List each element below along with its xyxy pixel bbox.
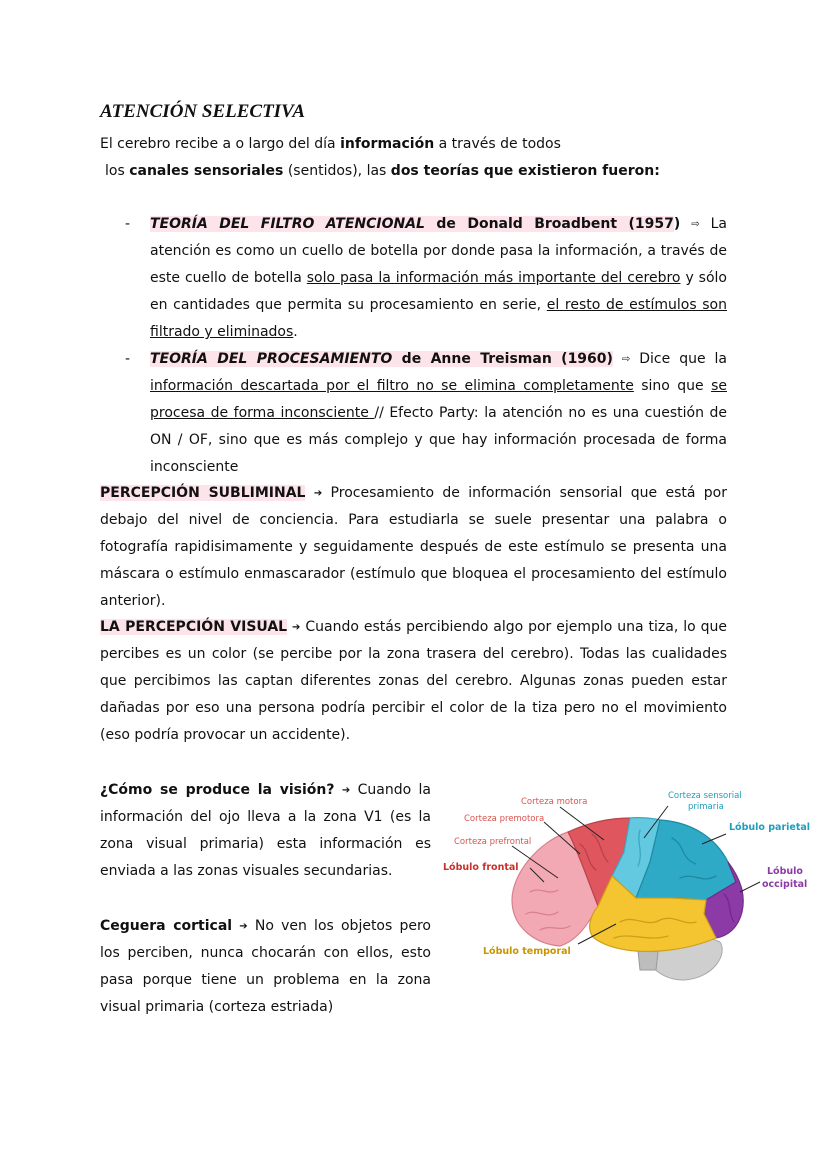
- label-sensory-cortex-2: primaria: [688, 802, 724, 812]
- arrow-icon: ⇨: [621, 354, 631, 365]
- subliminal-term: PERCEPCIÓN SUBLIMINAL: [100, 485, 306, 501]
- visual-perception-term: LA PERCEPCIÓN VISUAL: [100, 619, 288, 635]
- label-sensory-cortex-1: Corteza sensorial: [668, 791, 742, 801]
- arrow-icon: ➔: [313, 488, 323, 499]
- vision-paragraph: ¿Cómo se produce la visión? ➔ Cuando la información del ojo lleva a la zona V1 (es la zona visual primaria) esta información es enviada a las zonas visuales secundarias.: [100, 782, 431, 879]
- theory-filter-author: de Donald Broadbent (1957: [424, 216, 674, 232]
- vision-term: ¿Cómo se produce la visión?: [100, 782, 335, 798]
- theory-filter-text: TEORÍA DEL FILTRO ATENCIONAL de Donald Broadbent (1957) ⇨ La atención es como un cuello de botella por donde pasa la información, a través de este cuello de botella solo pasa la información más importante del cerebro y sólo en cantidades que permita su procesamiento en serie, el resto de estímulos son filtrado y eliminados.: [150, 216, 728, 340]
- arrow-icon: ⇨: [691, 219, 700, 230]
- intro-paragraph: [100, 131, 740, 185]
- page-title: ATENCIÓN SELECTIVA: [100, 101, 306, 122]
- theory-filter-item: [125, 211, 727, 346]
- label-premotor-cortex: Corteza premotora: [464, 814, 545, 824]
- label-frontal-lobe: Lóbulo frontal: [443, 862, 519, 873]
- bullet-dash: -: [125, 351, 131, 367]
- intro-line-2: los canales sensoriales (sentidos), las dos teorías que existieron fueron:: [105, 163, 660, 179]
- cortical-blindness-paragraph: Ceguera cortical ➔ No ven los objetos pero los perciben, nunca chocarán con ellos, esto pasa porque tiene un problema en la zona visual primaria (corteza estriada): [100, 918, 431, 1015]
- label-temporal-lobe: Lóbulo temporal: [483, 946, 571, 957]
- theory-processing-item: [125, 346, 727, 481]
- intro-line-1: El cerebro recibe a o largo del día información a través de todos: [100, 136, 561, 152]
- label-occipital-lobe-1: Lóbulo: [767, 866, 803, 877]
- label-occipital-lobe-2: occipital: [762, 879, 808, 890]
- label-prefrontal-cortex: Corteza prefrontal: [454, 837, 532, 847]
- cortical-blindness-term: Ceguera cortical: [100, 918, 233, 934]
- arrow-icon: ➔: [292, 622, 301, 633]
- label-motor-cortex: Corteza motora: [521, 797, 588, 807]
- bullet-dash: -: [125, 216, 131, 232]
- brain-diagram: [440, 782, 818, 992]
- theory-processing-text: TEORÍA DEL PROCESAMIENTO de Anne Treisman (1960) ⇨ Dice que la información descartada por el filtro no se elimina completamente sino que se procesa de forma inconsciente // Efecto Party: la atención no es una cuestión de ON / OF, sino que es más complejo y que hay información procesada de forma inconsciente: [150, 351, 728, 475]
- arrow-icon: ➔: [341, 785, 351, 796]
- theory-processing-author: Anne Treisman (1960): [430, 351, 613, 367]
- arrow-icon: ➔: [239, 921, 248, 932]
- label-parietal-lobe: Lóbulo parietal: [729, 822, 811, 833]
- subliminal-paragraph: PERCEPCIÓN SUBLIMINAL ➔ Procesamiento de información sensorial que está por debajo del nivel de conciencia. Para estudiarla se suele presentar una palabra o fotografía rapidisimamente y seguidamente después de este estímulo se presenta una máscara o estímulo enmascarador (estímulo que bloquea el procesamiento del estímulo anterior).: [100, 485, 727, 609]
- theory-filter-name: TEORÍA DEL FILTRO ATENCIONAL: [150, 216, 425, 232]
- theory-processing-name: TEORÍA DEL PROCESAMIENTO: [150, 351, 393, 367]
- visual-perception-paragraph: LA PERCEPCIÓN VISUAL ➔ Cuando estás percibiendo algo por ejemplo una tiza, lo que percibes es un color (se percibe por la zona trasera del cerebro). Todas las cualidades que percibimos las captan diferentes zonas del cerebro. Algunas zonas pueden estar dañadas por eso una persona podría percibir el color de la tiza pero no el movimiento (eso podría provocar un accidente).: [100, 619, 727, 743]
